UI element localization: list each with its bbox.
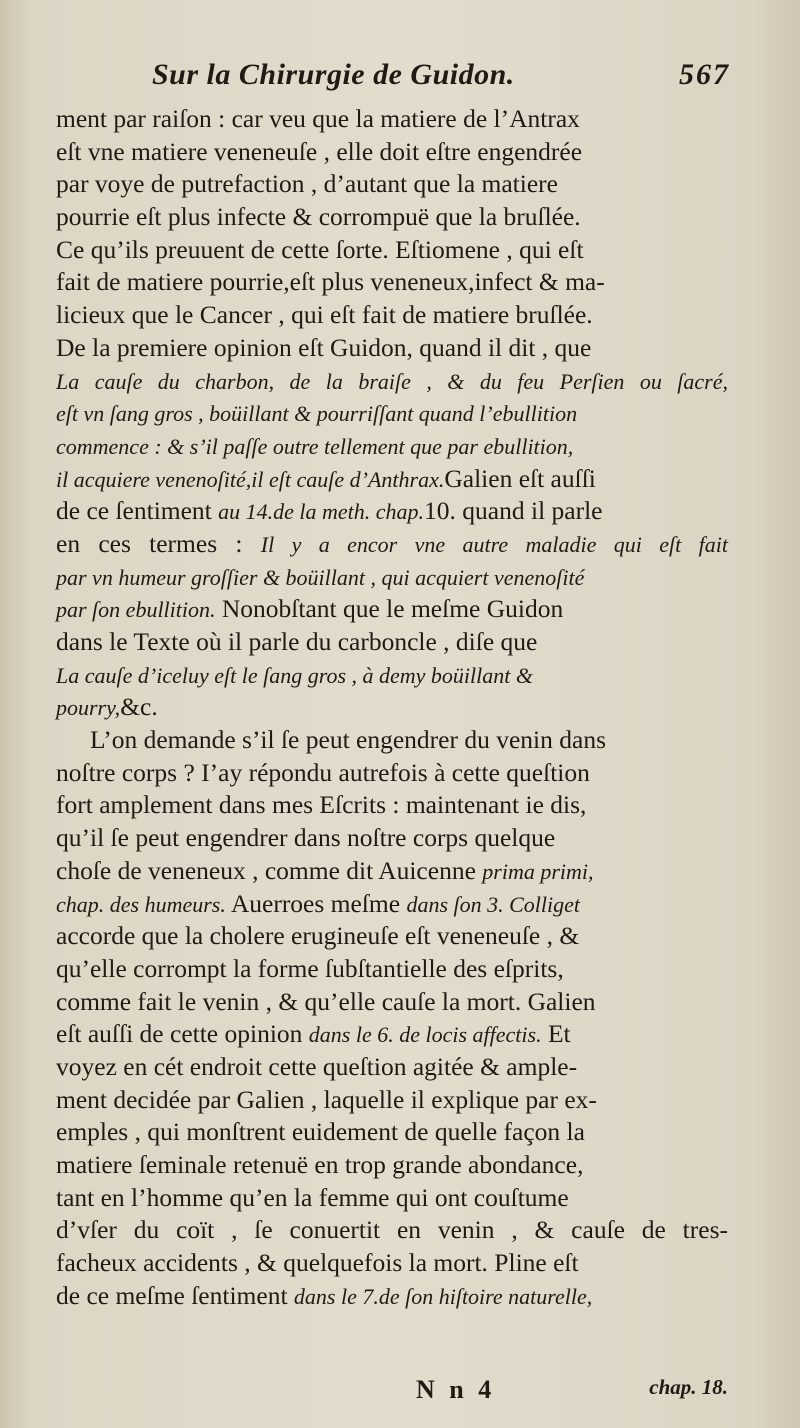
text-line: de ce meſme ſentiment dans le 7.de ſon hiſtoire naturelle, [56,1280,593,1310]
quote-line: eſt vn ſang gros , boüillant & pourriſſant quand l’ebullition [56,401,578,427]
body-text [56,103,728,1312]
page-footer [56,1375,728,1411]
text-line: dans le Texte où il parle du carboncle , diſe que [56,627,538,656]
text-line: Ce qu’ils preuuent de cette ſorte. Eſtiomene , qui eſt [56,234,584,264]
text-line: pourrie eſt plus infecte & corrompuë que la bruſlée. [56,202,581,232]
text-line: licieux que le Cancer , qui eſt fait de matiere bruſlée. [56,300,593,330]
text-line: chap. des humeurs. Auerroes meſme dans ſon 3. Colliget [56,888,581,918]
quote-line: commence : & s’il paſſe outre tellement que par ebullition, [56,433,574,459]
text-line: fait de matiere pourrie,eſt plus veneneux,infect & ma- [56,267,605,297]
text-line: ment par raiſon : car veu que la matiere de l’Antrax [56,104,580,133]
quote-line: pourry,&c. [56,692,158,722]
text-line: De la premiere opinion eſt Guidon, quand il dit , que [56,332,592,362]
text-line: fort amplement dans mes Eſcrits : maintenant ie dis, [56,790,587,820]
catchword: chap. 18. [649,1375,728,1399]
text-line: d’vſer du coït , ſe conuertit en venin , & cauſe de tres- [56,1215,728,1245]
text-line: facheux accidents , & quelquefois la mort. Pline eſt [56,1248,579,1278]
text-line: qu’il ſe peut engendrer dans noſtre corps quelque [56,823,556,853]
page-number: 567 [679,58,730,91]
text-line: de ce ſentiment au 14.de la meth. chap.10. quand il parle [56,496,603,526]
page-header [140,58,736,102]
signature-mark: N n 4 [416,1375,496,1404]
quote-line: La cauſe d’iceluy eſt le ſang gros , à demy boüillant & [56,662,533,688]
text-line: voyez en cét endroit cette queſtion agitée & ample- [56,1051,578,1081]
text-line: qu’elle corrompt la forme ſubſtantielle des eſprits, [56,953,564,983]
text-line: il acquiere venenoſité,il eſt cauſe d’Anthrax.Galien eſt auſſi [56,463,596,493]
text-line: choſe de veneneux , comme dit Auicenne prima primi, [56,855,594,885]
running-title: Sur la Chirurgie de Guidon. [152,58,515,91]
text-line: en ces termes : Il y a encor vne autre maladie qui eſt fait [56,528,729,558]
text-line: noſtre corps ? I’ay répondu autrefois à cette queſtion [56,757,590,787]
text-line: par ſon ebullition. Nonobſtant que le meſme Guidon [56,594,564,624]
paragraph-start: L’on demande s’il ſe peut engendrer du venin dans [90,725,606,755]
text-line: eſt auſſi de cette opinion dans le 6. de locis affectis. Et [56,1019,571,1049]
quote-line: La cauſe du charbon, de la braiſe , & du feu Perſien ou ſacré, [56,368,728,394]
quote-line: par vn humeur groſſier & boüillant , qui acquiert venenoſité [56,564,585,590]
text-line: ment decidée par Galien , laquelle il explique par ex- [56,1084,597,1114]
text-line: par voye de putrefaction , d’autant que la matiere [56,169,558,199]
text-line: accorde que la cholere erugineuſe eſt veneneuſe , & [56,921,580,951]
text-line: tant en l’homme qu’en la femme qui ont couſtume [56,1182,569,1212]
text-line: emples , qui monſtrent euidement de quelle façon la [56,1117,585,1147]
text-line: matiere ſeminale retenuë en trop grande abondance, [56,1150,584,1179]
text-line: comme fait le venin , & qu’elle cauſe la mort. Galien [56,986,596,1016]
text-line: eſt vne matiere veneneuſe , elle doit eſtre engendrée [56,136,583,166]
